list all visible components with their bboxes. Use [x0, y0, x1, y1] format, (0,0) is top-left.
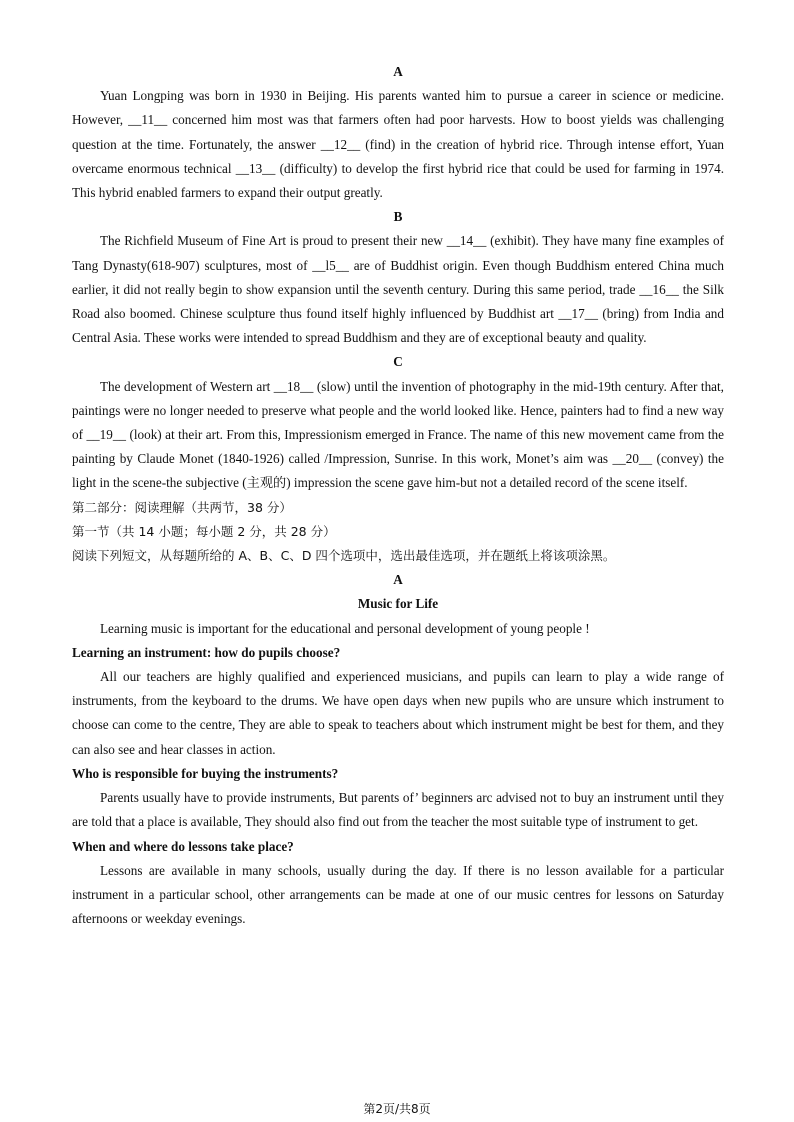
- answer-2-line-1: Parents usually have to provide instruments, But parents of’ beginners arc advised not to buy an instrument: [100, 790, 670, 806]
- answer-2-line-2: until they are told that a place is available, They should also find out from the teacher the most suitable type of: [72, 790, 725, 830]
- section-c-line-2: After that, paintings were no longer needed to preserve what people and the world looked like. Hence, painters had: [72, 378, 724, 418]
- page-number: 第2页/共8页: [363, 1102, 431, 1116]
- section-a-line-2: However, __11__ concerned him most was that farmers often had poor harvests. How to boost yields was: [72, 112, 658, 128]
- answer-3-line-2: instrument in a particular school, other arrangements can be made at one of our music centres for lessons on: [72, 886, 673, 902]
- section-c-title: C: [393, 354, 403, 370]
- section-c-line-5: aim was __20__ (convey) the light in the scene-the subjective (主观的) impression the scene gave him-but not a: [72, 451, 725, 491]
- answer-2-line-3: instrument to get.: [605, 814, 698, 830]
- section-c-passage: [72, 375, 724, 496]
- section-a-line-5: used for farming in 1974. This hybrid enabled farmers to expand their output greatly.: [72, 160, 724, 201]
- section-a-passage: [72, 84, 724, 205]
- answer-1-line-1: All our teachers are highly qualified and experienced musicians, and pupils can learn to play a wide range of: [100, 669, 724, 685]
- section-a-line-1: Yuan Longping was born in 1930 in Beijing. His parents wanted him to pursue a career in science or medicine.: [100, 88, 724, 104]
- section-b-line-4: period, trade __16__ the Silk Road also boomed. Chinese sculpture thus found itself highly influenced by Buddhist: [72, 281, 724, 322]
- section-b-line-6: exceptional beauty and quality.: [482, 330, 647, 346]
- section-b-line-5: art __17__ (bring) from India and Central Asia. These works were intended to spread Buddhism and they are of: [72, 306, 724, 346]
- section-one-title: 第一节（共 14 小题；每小题 2 分，共 28 分）: [72, 523, 336, 539]
- answer-1-line-3: instrument to choose can come to the centre, They are able to speak to teachers about which instrument might be: [72, 693, 724, 733]
- section-c-line-6: detailed record of the scene itself.: [509, 475, 688, 491]
- question-heading-3: When and where do lessons take place?: [72, 838, 294, 854]
- section-b-line-1: The Richfield Museum of Fine Art is proud to present their new __14__ (exhibit). They have many fine: [100, 233, 656, 249]
- question-heading-2: Who is responsible for buying the instruments?: [72, 765, 339, 781]
- answer-1-line-4: best for them, and they can also see and hear classes in action.: [72, 717, 725, 757]
- section-a-line-3: challenging question at the time. Fortunately, the answer __12__ (find) in the creation of hybrid rice. Through: [72, 112, 724, 152]
- section-b-line-2: examples of Tang Dynasty(618-907) sculptures, most of __l5__ are of Buddhist origin. Even though Buddhism: [72, 233, 724, 273]
- answer-3-line-3: Saturday afternoons or weekday evenings.: [72, 886, 724, 927]
- answer-paragraph-2: [72, 786, 724, 834]
- section-c-line-4: movement came from the painting by Claude Monet (1840-1926) called /Impression, Sunrise. In this work, Monet’s: [72, 427, 724, 467]
- section-c-line-3: to find a new way of __19__ (look) at their art. From this, Impressionism emerged in France. The name of this new: [72, 402, 724, 443]
- part-two-title: 第二部分：阅读理解（共两节，38 分）: [72, 499, 292, 515]
- passage-intro: Learning music is important for the educational and personal development of young people !: [100, 620, 590, 636]
- section-a-title: A: [393, 64, 403, 79]
- section-b-line-3: entered China much earlier, it did not really begin to show expansion until the seventh century. During this same: [72, 257, 725, 297]
- passage-title: Music for Life: [357, 596, 439, 612]
- section-b-title: B: [393, 209, 403, 225]
- answer-3-line-1: Lessons are available in many schools, usually during the day. If there is no lesson available for a particular: [100, 862, 724, 878]
- answer-1-line-2: instruments, from the keyboard to the drums. We have open days when new pupils who are unsure which: [72, 693, 649, 709]
- reading-instruction: 阅读下列短文，从每题所给的 A、B、C、D 四个选项中，选出最佳选项，并在题纸上将该项涂黑。: [72, 548, 616, 564]
- answer-paragraph-1: [72, 665, 724, 762]
- answer-paragraph-3: [72, 859, 724, 932]
- section-b-passage: [72, 229, 724, 350]
- section-c-line-1: The development of Western art __18__ (slow) until the invention of photography in the mid-19th century.: [100, 378, 667, 394]
- section-a-line-4: intense effort, Yuan overcame enormous technical __13__ (difficulty) to develop the first hybrid rice that could be: [72, 136, 725, 176]
- page-content: [72, 60, 724, 931]
- question-heading-1: Learning an instrument: how do pupils choose?: [72, 644, 341, 660]
- passage-letter: A: [393, 572, 403, 588]
